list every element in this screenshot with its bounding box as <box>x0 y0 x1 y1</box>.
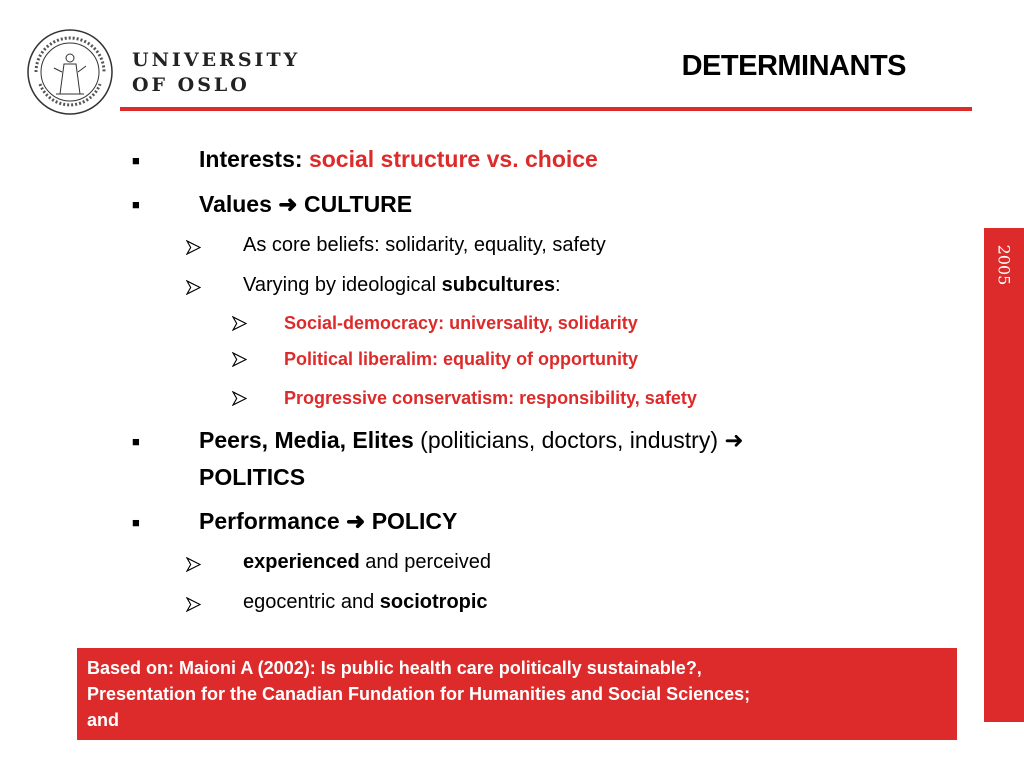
item-performance <box>199 508 457 535</box>
square-bullet-icon: ■ <box>132 153 140 168</box>
subculture-item: Progressive conservatism: responsibility, safety <box>284 388 697 408</box>
item-interests <box>199 146 598 173</box>
square-bullet-icon: ■ <box>132 434 140 449</box>
varying-suffix: : <box>555 274 561 296</box>
experienced-bold: experienced <box>243 551 360 573</box>
reference-line: and <box>87 710 120 730</box>
university-seal-logo <box>26 28 114 116</box>
reference-line: Presentation for the Canadian Fundation for Humanities and Social Sciences; <box>87 684 751 704</box>
peers-text: (politicians, doctors, industry) <box>420 427 719 453</box>
item-core-beliefs: As core beliefs: solidarity, equality, safety <box>243 234 606 256</box>
item-peers <box>199 427 744 454</box>
side-year-label <box>984 240 1024 290</box>
item-egocentric <box>243 591 488 614</box>
arrow-right-icon: ➜ <box>724 427 744 453</box>
reference-box <box>77 648 957 740</box>
peers-target: POLITICS <box>199 464 306 490</box>
chevron-bullet-icon <box>232 391 247 406</box>
varying-prefix: Varying by ideological <box>243 274 437 296</box>
university-name <box>132 48 300 98</box>
side-year-text: 2005 <box>994 244 1014 286</box>
performance-target: POLICY <box>371 508 458 534</box>
item-values <box>199 191 412 218</box>
arrow-right-icon: ➜ <box>346 508 366 534</box>
subculture-item: Social-democracy: universality, solidarity <box>284 313 638 333</box>
varying-bold: subcultures <box>441 274 555 296</box>
interests-label: Interests: <box>199 146 303 172</box>
peers-label: Peers, Media, Elites <box>199 427 414 453</box>
item-experienced <box>243 551 491 574</box>
subculture-item: Political liberalim: equality of opportunity <box>284 349 639 369</box>
values-target: CULTURE <box>303 191 413 217</box>
slide-title: DETERMINANTS <box>681 50 906 82</box>
side-accent-bar <box>984 228 1024 722</box>
chevron-bullet-icon <box>186 240 201 255</box>
chevron-bullet-icon <box>186 557 201 572</box>
item-varying <box>243 274 561 297</box>
university-name-line1: UNIVERSITY <box>132 49 301 71</box>
egocentric-bold: sociotropic <box>379 591 488 613</box>
experienced-rest: and perceived <box>365 551 491 573</box>
chevron-bullet-icon <box>186 280 201 295</box>
square-bullet-icon: ■ <box>132 515 140 530</box>
chevron-bullet-icon <box>232 316 247 331</box>
square-bullet-icon: ■ <box>132 197 140 212</box>
interests-text: social structure vs. choice <box>308 146 598 172</box>
chevron-bullet-icon <box>232 352 247 367</box>
values-label: Values <box>199 191 272 217</box>
reference-line: Based on: Maioni A (2002): Is public health care politically sustainable?, <box>87 658 702 678</box>
university-name-line2: OF OSLO <box>132 74 250 96</box>
performance-label: Performance <box>199 508 340 534</box>
title-divider <box>120 107 972 111</box>
arrow-right-icon: ➜ <box>278 191 298 217</box>
chevron-bullet-icon <box>186 597 201 612</box>
egocentric-prefix: egocentric and <box>243 591 375 613</box>
